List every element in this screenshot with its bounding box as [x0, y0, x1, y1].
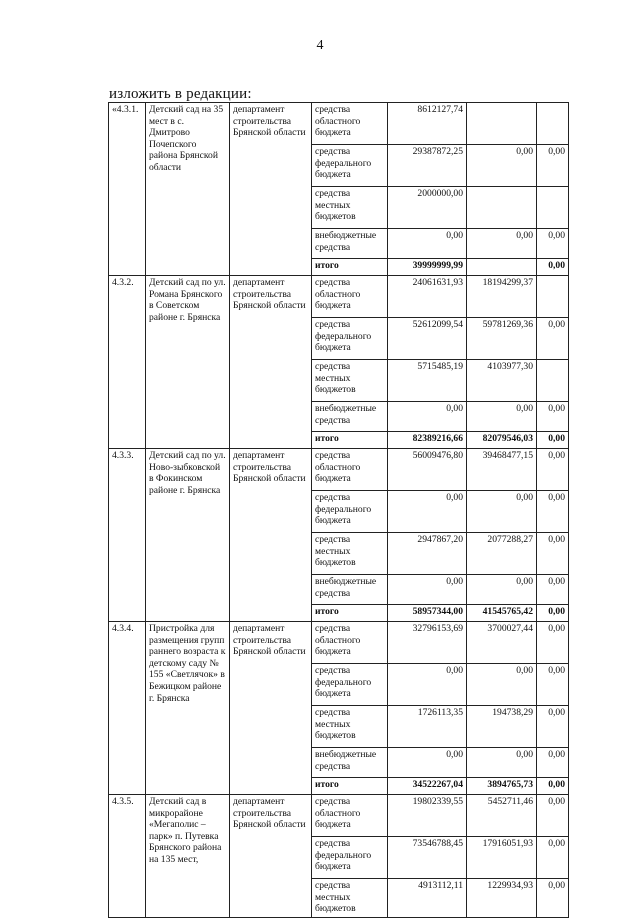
amount-cell: 0,00	[537, 622, 569, 664]
amount-cell: 0,00	[467, 229, 537, 259]
page-number: 4	[316, 38, 324, 53]
amount-cell: 8612127,74	[388, 103, 467, 145]
amount-cell: 41545765,42	[467, 605, 537, 622]
amount-cell: 73546788,45	[388, 837, 467, 879]
amount-cell	[537, 103, 569, 145]
item-number: 4.3.2.	[109, 276, 146, 449]
amount-cell: 0,00	[537, 778, 569, 795]
amount-cell	[467, 187, 537, 229]
blank-cell	[569, 360, 611, 402]
funding-source-label: средства федерального бюджета	[312, 318, 388, 360]
amount-cell: 0,00	[537, 229, 569, 259]
item-executor: департамент строительства Брянской области	[230, 103, 312, 276]
amount-cell: 0,00	[537, 432, 569, 449]
table-row	[109, 622, 611, 664]
amount-cell: 24061631,93	[388, 276, 467, 318]
amount-cell: 0,00	[467, 748, 537, 778]
amount-cell: 0,00	[537, 795, 569, 837]
amount-cell: 0,00	[388, 229, 467, 259]
funding-source-label: итого	[312, 605, 388, 622]
funding-source-label: внебюджетные средства	[312, 402, 388, 432]
amount-cell: 0,00	[537, 491, 569, 533]
amount-cell: 0,00	[537, 145, 569, 187]
blank-cell	[569, 605, 611, 622]
funding-source-label: средства областного бюджета	[312, 449, 388, 491]
amount-cell: 0,00	[537, 748, 569, 778]
amount-cell: 0,00	[537, 259, 569, 276]
funding-source-label: средства федерального бюджета	[312, 837, 388, 879]
amount-cell: 34522267,04	[388, 778, 467, 795]
funding-source-label: средства областного бюджета	[312, 276, 388, 318]
item-number: «4.3.1.	[109, 103, 146, 276]
table-row	[109, 449, 611, 491]
amount-cell: 52612099,54	[388, 318, 467, 360]
item-executor: департамент строительства Брянской области	[230, 795, 312, 918]
amount-cell: 4913112,11	[388, 879, 467, 918]
amount-cell	[537, 187, 569, 229]
blank-cell	[569, 318, 611, 360]
amount-cell: 0,00	[467, 145, 537, 187]
item-name: Детский сад на 35 мест в с. Дмитрово Почепского района Брянской области	[146, 103, 230, 276]
funding-source-label: внебюджетные средства	[312, 575, 388, 605]
funding-source-label: средства федерального бюджета	[312, 664, 388, 706]
blank-cell	[569, 664, 611, 706]
item-number: 4.3.4.	[109, 622, 146, 795]
funding-source-label: внебюджетные средства	[312, 229, 388, 259]
item-number: 4.3.5.	[109, 795, 146, 918]
amount-cell: 0,00	[388, 664, 467, 706]
item-name: Детский сад в микрорайоне «Мегаполис – парк» п. Путевка Брянского района на 135 мест,	[146, 795, 230, 918]
amount-cell: 0,00	[467, 575, 537, 605]
funding-source-label: итого	[312, 432, 388, 449]
item-name: Детский сад по ул. Романа Брянского в Советском районе г. Брянска	[146, 276, 230, 449]
amount-cell: 29387872,25	[388, 145, 467, 187]
amount-cell: 56009476,80	[388, 449, 467, 491]
funding-source-label: внебюджетные средства	[312, 748, 388, 778]
blank-cell	[569, 533, 611, 575]
blank-cell	[569, 879, 611, 918]
amount-cell: 17916051,93	[467, 837, 537, 879]
amount-cell: 0,00	[537, 402, 569, 432]
table-row	[109, 795, 611, 837]
funding-source-label: средства федерального бюджета	[312, 491, 388, 533]
amount-cell: 0,00	[537, 837, 569, 879]
item-name: Детский сад по ул. Ново-зыбковской в Фокинском районе г. Брянска	[146, 449, 230, 622]
funding-source-label: средства местных бюджетов	[312, 360, 388, 402]
blank-cell	[569, 402, 611, 432]
funding-source-label: средства федерального бюджета	[312, 145, 388, 187]
funding-source-label: средства областного бюджета	[312, 795, 388, 837]
amount-cell: 0,00	[467, 664, 537, 706]
blank-cell	[569, 575, 611, 605]
amount-cell: 82389216,66	[388, 432, 467, 449]
amount-cell: 0,00	[388, 402, 467, 432]
funding-source-label: средства местных бюджетов	[312, 187, 388, 229]
amount-cell: 58957344,00	[388, 605, 467, 622]
item-name: Пристройка для размещения групп раннего возраста к детскому саду № 155 «Светлячок» в Бежицком районе г. Брянска	[146, 622, 230, 795]
item-executor: департамент строительства Брянской области	[230, 622, 312, 795]
amount-cell: 3894765,73	[467, 778, 537, 795]
amount-cell: 32796153,69	[388, 622, 467, 664]
funding-source-label: итого	[312, 778, 388, 795]
table-row	[109, 103, 611, 145]
amount-cell: 0,00	[388, 748, 467, 778]
blank-cell	[569, 622, 611, 664]
funding-source-label: средства областного бюджета	[312, 622, 388, 664]
amount-cell: 19802339,55	[388, 795, 467, 837]
blank-cell	[569, 432, 611, 449]
item-executor: департамент строительства Брянской области	[230, 449, 312, 622]
blank-cell	[569, 103, 611, 145]
amount-cell: 0,00	[388, 575, 467, 605]
blank-cell	[569, 259, 611, 276]
blank-cell	[569, 706, 611, 748]
item-number: 4.3.3.	[109, 449, 146, 622]
intro-text: изложить в редакции:	[109, 86, 252, 102]
amount-cell: 2000000,00	[388, 187, 467, 229]
table-row	[109, 276, 611, 318]
blank-cell	[569, 778, 611, 795]
amount-cell: 3700027,44	[467, 622, 537, 664]
amount-cell: 0,00	[467, 491, 537, 533]
amount-cell: 0,00	[388, 491, 467, 533]
amount-cell	[467, 103, 537, 145]
amount-cell: 0,00	[537, 449, 569, 491]
amount-cell: 2077288,27	[467, 533, 537, 575]
blank-cell	[569, 187, 611, 229]
amount-cell	[537, 360, 569, 402]
amount-cell: 1229934,93	[467, 879, 537, 918]
blank-cell	[569, 795, 611, 837]
amount-cell: 0,00	[537, 605, 569, 622]
amount-cell	[467, 259, 537, 276]
blank-cell	[569, 229, 611, 259]
amount-cell: 59781269,36	[467, 318, 537, 360]
blank-cell	[569, 145, 611, 187]
amount-cell: 5715485,19	[388, 360, 467, 402]
amount-cell: 0,00	[467, 402, 537, 432]
amount-cell: 1726113,35	[388, 706, 467, 748]
funding-source-label: средства местных бюджетов	[312, 706, 388, 748]
amount-cell: 0,00	[537, 664, 569, 706]
blank-cell	[569, 837, 611, 879]
amount-cell: 4103977,30	[467, 360, 537, 402]
funding-source-label: средства областного бюджета	[312, 103, 388, 145]
amount-cell: 0,00	[537, 318, 569, 360]
amount-cell: 5452711,46	[467, 795, 537, 837]
amount-cell: 0,00	[537, 706, 569, 748]
amount-cell: 0,00	[537, 879, 569, 918]
funding-source-label: итого	[312, 259, 388, 276]
amount-cell: 0,00	[537, 533, 569, 575]
amount-cell: 39999999,99	[388, 259, 467, 276]
funding-source-label: средства местных бюджетов	[312, 879, 388, 918]
blank-cell	[569, 491, 611, 533]
amount-cell: 18194299,37	[467, 276, 537, 318]
amount-cell: 194738,29	[467, 706, 537, 748]
amount-cell	[537, 276, 569, 318]
amount-cell: 39468477,15	[467, 449, 537, 491]
blank-cell	[569, 748, 611, 778]
funding-source-label: средства местных бюджетов	[312, 533, 388, 575]
amount-cell: 2947867,20	[388, 533, 467, 575]
amount-cell: 0,00	[537, 575, 569, 605]
blank-cell	[569, 276, 611, 318]
item-executor: департамент строительства Брянской области	[230, 276, 312, 449]
budget-table	[108, 102, 611, 918]
blank-cell	[569, 449, 611, 491]
amount-cell: 82079546,03	[467, 432, 537, 449]
